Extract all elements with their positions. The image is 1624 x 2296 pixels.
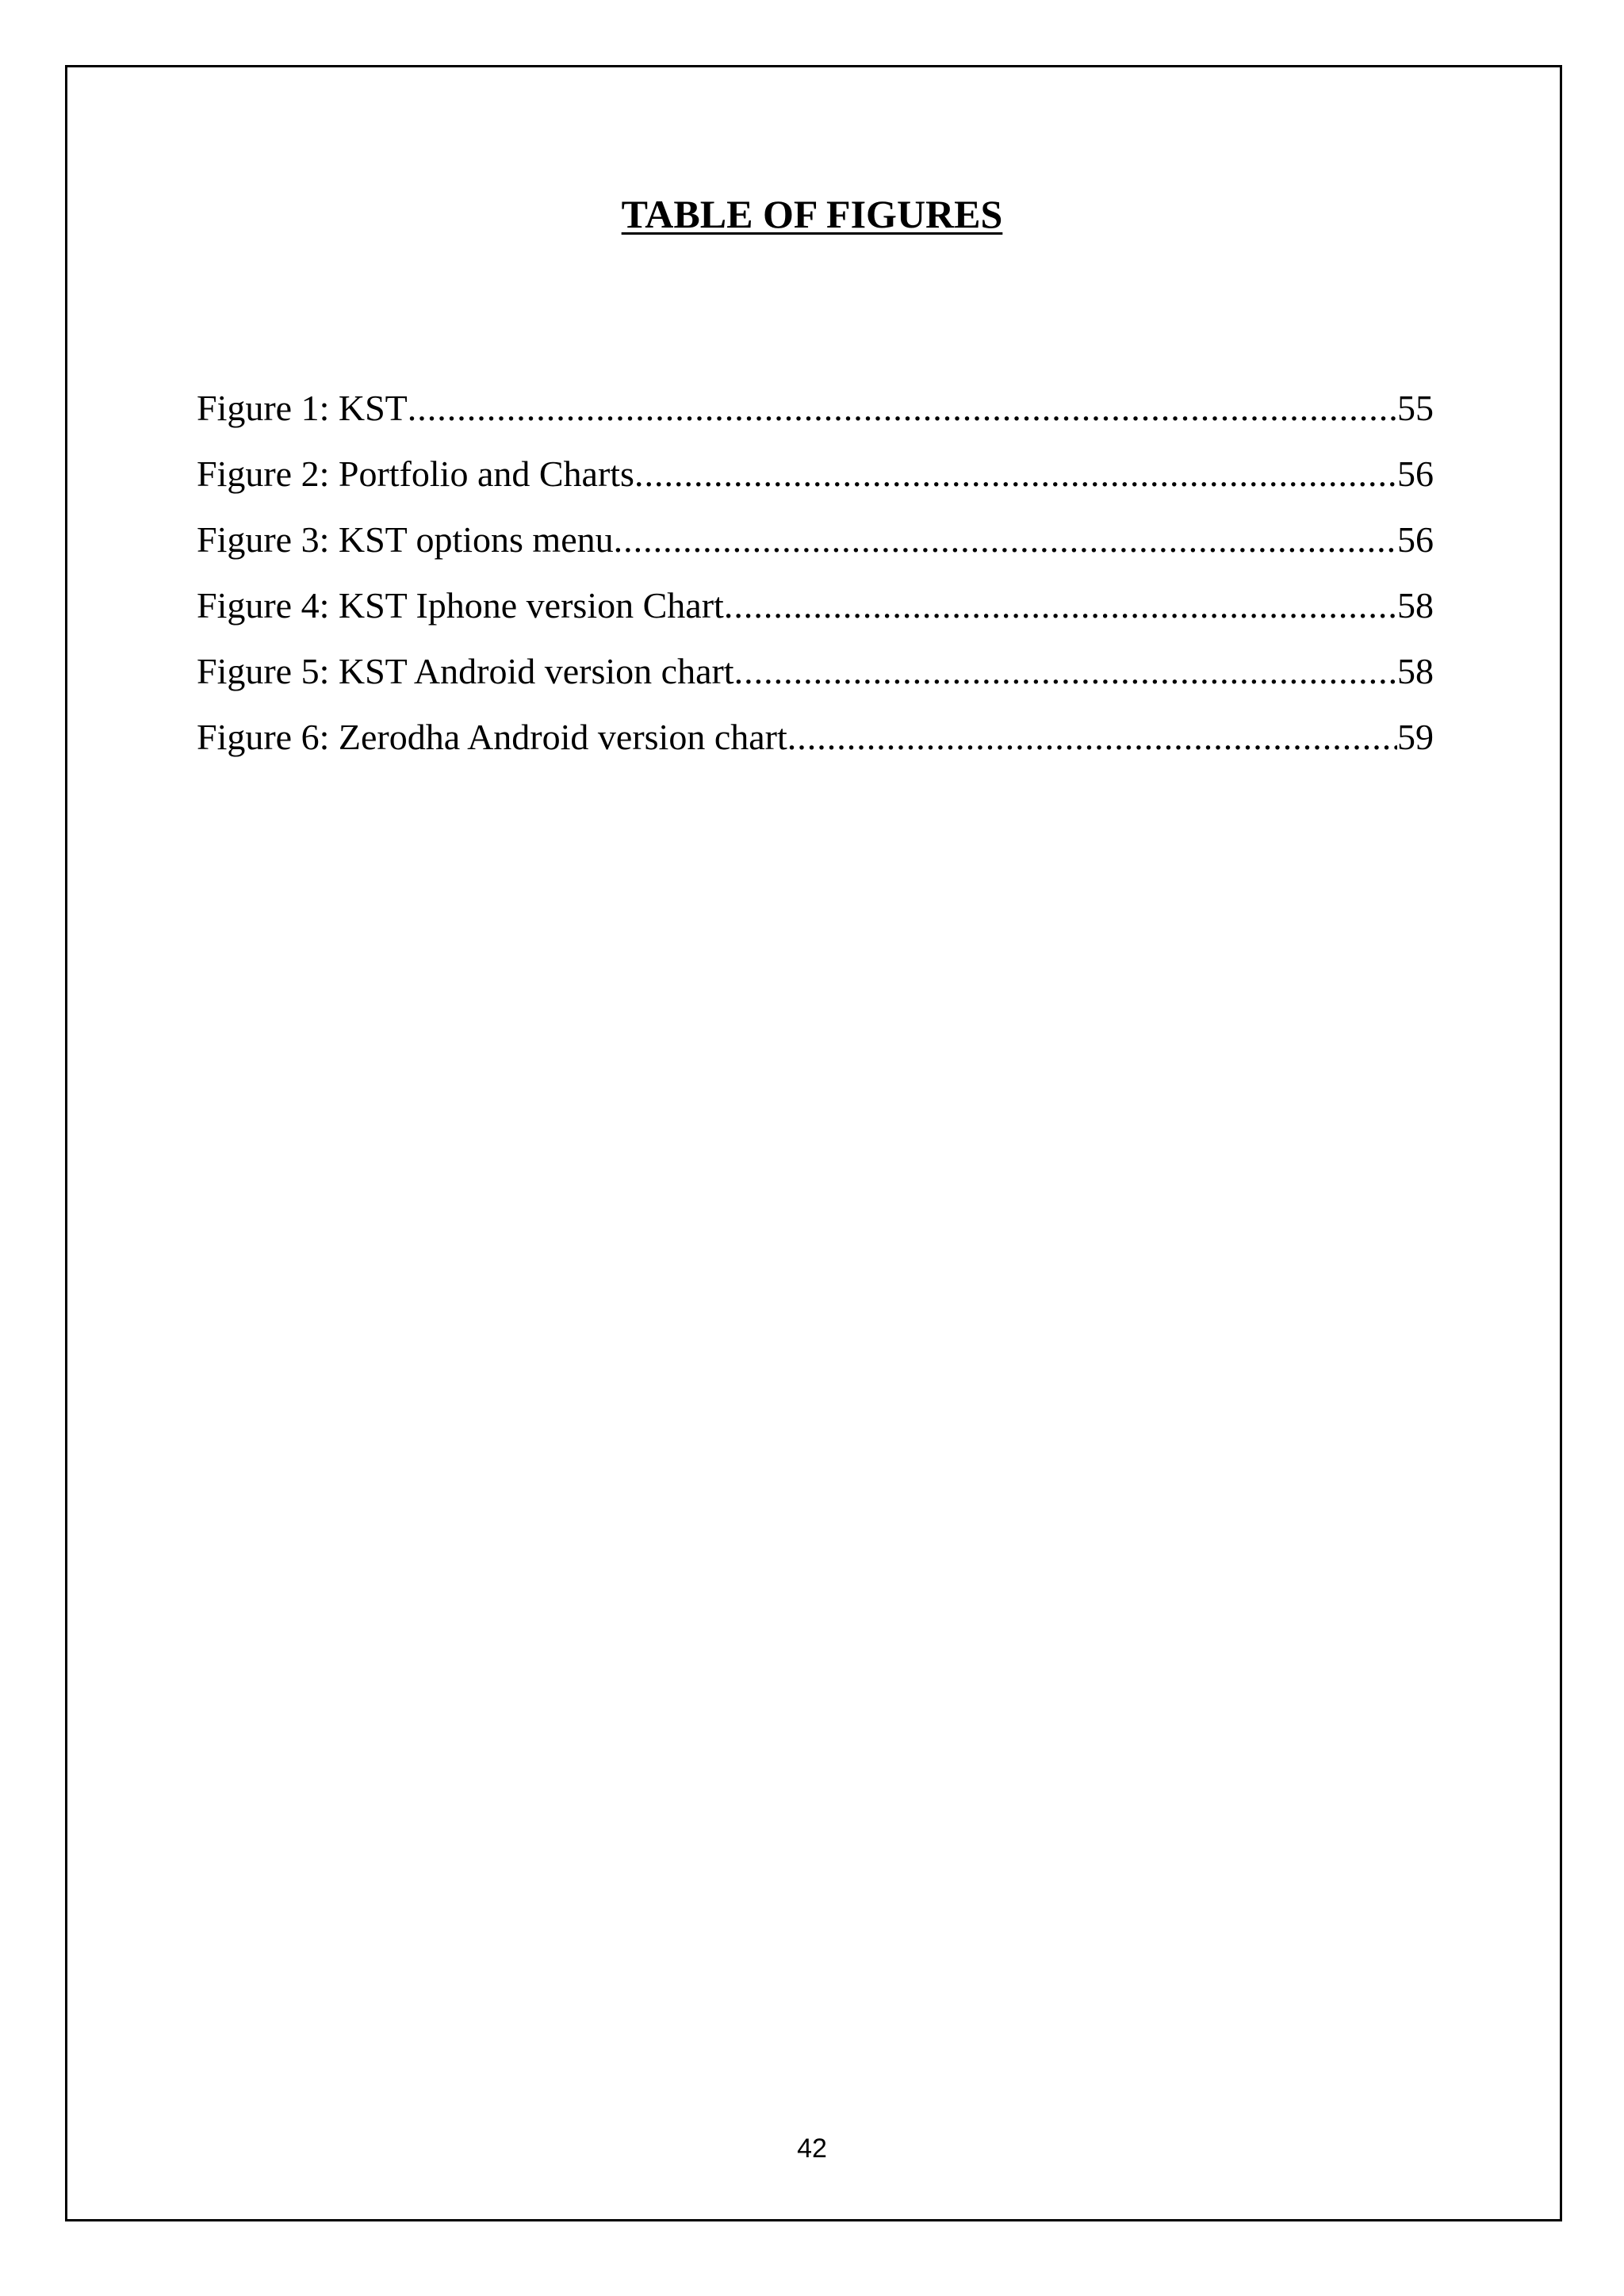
toc-entry-page: 58: [1397, 651, 1434, 691]
toc-entry-figure-3[interactable]: [197, 516, 1434, 582]
toc-entry-figure-4[interactable]: [197, 582, 1434, 648]
toc-entry-page: 56: [1397, 453, 1434, 494]
page-title: TABLE OF FIGURES: [621, 192, 1003, 236]
toc-entry-label: Figure 1: KST: [197, 388, 408, 428]
toc-entry-figure-2[interactable]: [197, 450, 1434, 516]
toc-entry-figure-6[interactable]: [197, 714, 1434, 779]
dot-leader: [634, 450, 1397, 498]
dot-leader: [614, 516, 1397, 564]
toc-entry-page: 55: [1397, 388, 1434, 428]
dot-leader: [734, 648, 1397, 695]
page-number: 42: [797, 2133, 827, 2164]
toc-entry-page: 59: [1397, 717, 1434, 757]
toc-entry-label: Figure 4: KST Iphone version Chart: [197, 585, 724, 626]
toc-entry-label: Figure 6: Zerodha Android version chart: [197, 717, 787, 757]
toc-entry-figure-1[interactable]: [197, 385, 1434, 450]
toc-entry-page: 56: [1397, 519, 1434, 560]
toc-entry-page: 58: [1397, 585, 1434, 626]
toc-entry-figure-5[interactable]: [197, 648, 1434, 714]
toc-entry-label: Figure 5: KST Android version chart: [197, 651, 734, 691]
table-of-figures-list: [197, 385, 1434, 779]
dot-leader: [787, 714, 1397, 761]
toc-entry-label: Figure 2: Portfolio and Charts: [197, 453, 634, 494]
dot-leader: [724, 582, 1397, 629]
dot-leader: [408, 385, 1397, 432]
toc-entry-label: Figure 3: KST options menu: [197, 519, 614, 560]
